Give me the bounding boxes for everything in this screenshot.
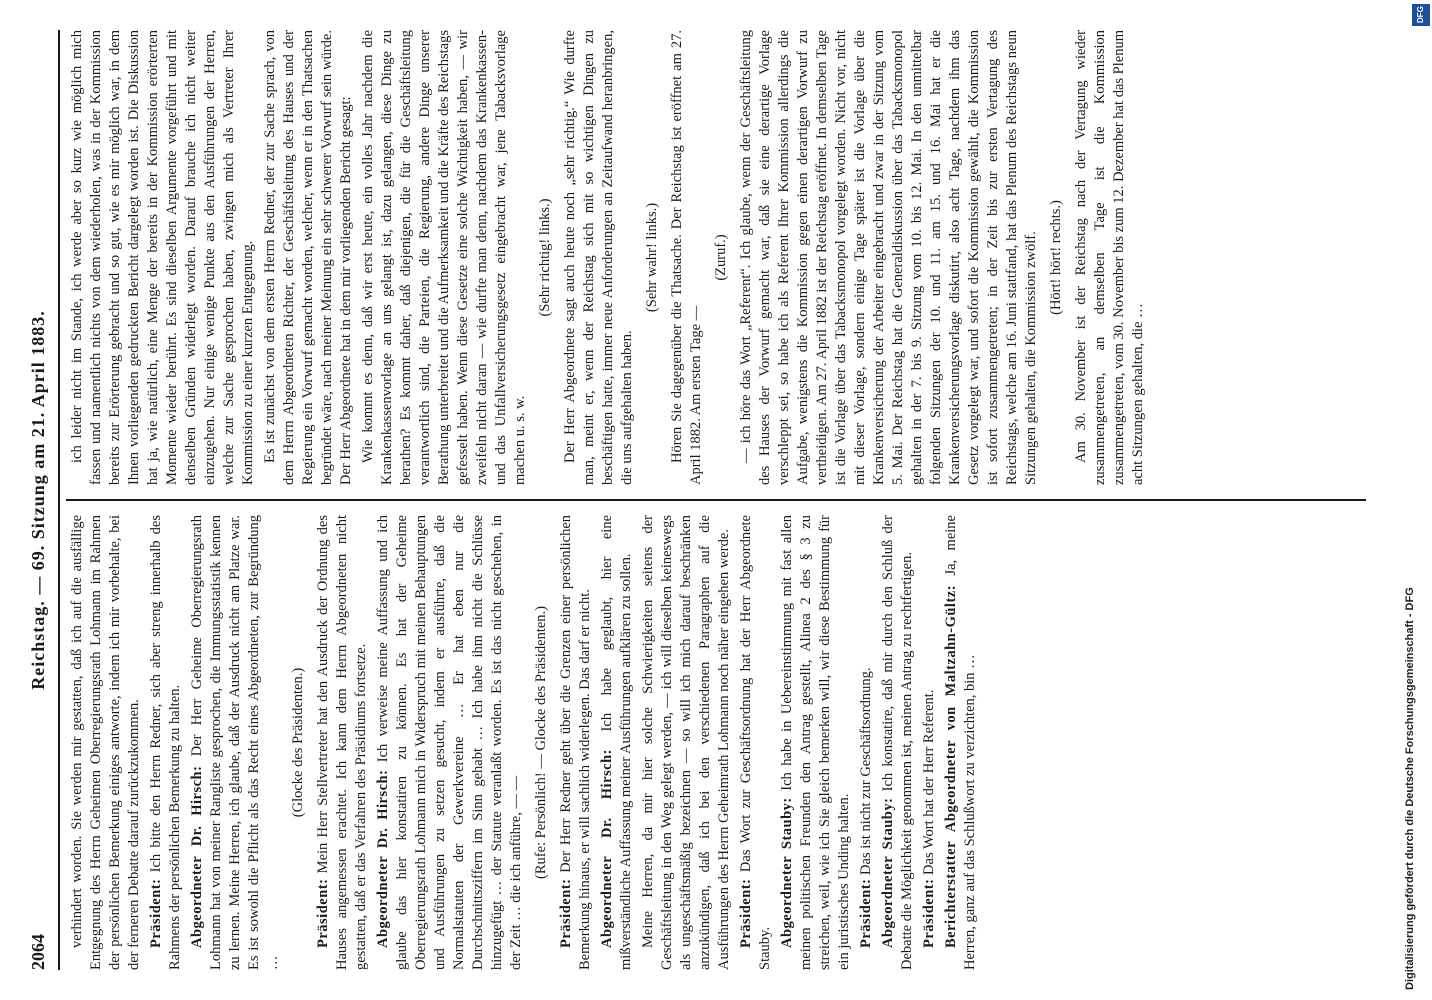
page-header: [28, 30, 56, 970]
body-paragraph: Meine Herren, da mir hier solche Schwierigkeiten seitens der Geschäftsleitung in den Weg gelegt werden, — ich will dieselben keineswegs als ungeschäftsmäßig bezeichnen — so will ich mich darauf beschränken anzukündigen, daß ich bei den verschiedenen Paragraphen auf die Ausführungen des Herrn Geheimrath Lohmann noch näher eingehen werde.: [640, 515, 732, 970]
body-paragraph: Am 30. November ist der Reichstag nach der Vertagung wieder zusammengetreten, an demselben Tage ist die Kommission zusammengetreten, vom 30. November bis zum 12. Dezember hat das Plenum acht Sitzungen gehalten, die …: [1073, 30, 1146, 485]
speech-paragraph: [314, 515, 371, 970]
column-divider: [66, 499, 1366, 501]
speech-paragraph: [737, 515, 775, 970]
speaker-name: Präsident:: [148, 878, 164, 948]
speech-paragraph: [147, 515, 185, 970]
stage-direction: (Rufe: Persönlich! — Glocke des Präsidenten.): [533, 606, 549, 880]
speech-paragraph: [857, 515, 876, 970]
speech-text: Ich habe geglaubt, hier eine mißverständliche Auffassung meiner Ausführungen aufklären zu sollen.: [599, 515, 634, 970]
speech-text: Ich verweise meine Auffassung und ich glaube das hier konstatiren zu können. Es hat der Geheime Oberregierungsrath Lohmann mich in Widerspruch mit meinen Behauptungen und Ausführungen zu setzen gesucht, indem er ausführte, daß die Normalstatuten der Gewerkvereine … Er hat eben nur die Durchschnittsziffern im Sinn gehabt … Ich habe ihm nicht die Schlüsse hinzugefügt … der Statute veranlaßt worden. Es ist das nicht geschehen, in der Zeit … die ich anführe, — —: [375, 515, 524, 970]
speaker-name: Abgeordneter Dr. Hirsch:: [599, 749, 615, 948]
speaker-name: Präsident:: [558, 878, 574, 948]
speech-paragraph: [942, 515, 980, 970]
body-paragraph: Der Herr Abgeordnete sagt auch heute noch „sehr richtig.“ Wie durfte man, meint er, wenn der Reichstag sich mit so wichtigen Dingen zu beschäftigen hatte, immer neue Anforderungen an Zeitaufwand heranbringen, die uns aufgehalten haben.: [562, 30, 635, 485]
speaker-name: Präsident:: [315, 878, 331, 948]
speech-text: Ja, meine Herren, ganz auf das Schlußwort zu verzichten, bin …: [943, 515, 978, 970]
body-paragraph: Es ist zunächst von dem ersten Herrn Redner, der zur Sache sprach, von dem Herrn Abgeordneten Richter, der Geschäftsleitung des Hauses und der Regierung ein Vorwurf gemacht worden, welcher, wenn er in den Thatsachen begründet wäre, nach meiner Meinung ein sehr schwerer Vorwurf sein würde. Der Herr Abgeordnete hat in dem mir vorliegenden Bericht gesagt:: [262, 30, 354, 485]
stage-direction: (Zuruf.): [713, 234, 729, 281]
speech-text: Ich habe in Uebereinstimmung mit fast allen meinen politischen Freunden den Antrag gestellt, Alinea 2 des § 3 zu streichen, weil, wie ich Sie gleich bemerken will, wir diese Bestimmung für ein juristisches Unding halten.: [779, 515, 852, 970]
speaker-name: Abgeordneter Dr. Hirsch:: [375, 769, 391, 948]
speech-paragraph: [188, 515, 283, 970]
page-number: 2064: [28, 934, 48, 970]
stage-direction: (Sehr richtig! links.): [537, 198, 553, 317]
speaker-name: Abgeordneter Dr. Hirsch:: [189, 765, 205, 948]
running-title: Reichstag. — 69. Sitzung am 21. April 1883.: [28, 310, 48, 690]
dfg-logo: DFG: [1412, 4, 1430, 26]
stage-direction: (Glocke des Präsidenten.): [290, 667, 306, 818]
body-paragraph: verhindert worden. Sie werden mir gestatten, daß ich auf die ausfällige Entgegnung des Herrn Geheimen Oberregierungsrath Lohmann im Rahmen der persönlichen Bemerkung einiges antworte, indem ich mir vorbehalte, bei der ferneren Debatte darauf zurückzukommen.: [69, 515, 142, 970]
speaker-name: Präsident:: [858, 878, 874, 948]
speech-text: Das Wort hat der Herr Referent.: [921, 689, 937, 875]
left-column: [68, 515, 1368, 970]
speech-paragraph: [778, 515, 854, 970]
speech-paragraph: [374, 515, 526, 970]
right-column: [68, 30, 1368, 485]
speech-text: Der Herr Redner geht über die Grenzen einer persönlichen Bemerkung hinaus, er will sachlich widerlegen. Das darf er nicht.: [558, 515, 593, 970]
header-rule: [58, 30, 60, 970]
digitization-credit: [1402, 560, 1428, 990]
speech-text: Das ist nicht zur Geschäftsordnung.: [858, 667, 874, 875]
speaker-name: Abgeordneter Stauby:: [880, 797, 896, 948]
speech-paragraph: [879, 515, 917, 970]
stage-direction: (Sehr wahr! links.): [644, 202, 660, 313]
body-paragraph: ich leider nicht im Stande, ich werde aber so kurz wie möglich mich fassen und namentlich nichts von dem wiederholen, was in der Kommission bereits zur Erörterung gebracht und so gut, wie es mir möglich war, in dem Ihnen vorliegenden gedruckten Bericht dargelegt worden ist. Die Diskussion hat ja, wie natürlich, eine Menge der bereits in der Kommission erörterten Momente wieder berührt. Es sind dieselben Argumente vorgeführt und mit denselben Gründen widerlegt worden. Darauf brauche ich nicht weiter einzugehen. Nur einige wenige Punkte aus den Ausführungen der Herren, welche zur Sache gesprochen haben, zwingen mich als Vertreter Ihrer Kommission zu einer kurzen Entgegnung.: [69, 30, 256, 485]
body-paragraph: — ich höre das Wort „Referent“. Ich glaube, wenn der Geschäftsleitung des Hauses der Vorwurf gemacht war, daß sie eine derartige Vorlage verschleppt sei, so habe ich als Referent Ihrer Kommission allerdings die Aufgabe, wenigstens die Kommission gegen einen derartigen Vorwurf zu vertheidigen. Am 27. April 1882 ist der Reichstag eröffnet. In demselben Tage ist die Vorlage über das Tabacksmonopol vorgelegt worden. Nicht vor, nicht mit dieser Vorlage, sondern einige Tage später ist die Vorlage über die Krankenversicherung der Arbeiter eingebracht und zwar in der Sitzung vom 5. Mai. Der Reichstag hat die Generaldiskussion über das Tabacksmonopol gehalten in der 7. bis 9. Sitzung vom 10. bis 12. Mai. In den unmittelbar folgenden Sitzungen der 10. und 11. am 15. und 16. Mai hat er die Krankenversicherungsvorlage diskutirt, also acht Tage, nachdem ihm das Gesetz vorgelegt war, und sofort die Kommission gewählt, die Kommission ist sofort zusammengetreten; in der Zeit bis zur ersten Vertagung des Reichstags, welche am 16. Juni stattfand, hat das Plenum des Reichstags neun Sitzungen gehalten, die Kommission zwölf.: [738, 30, 1039, 485]
speech-paragraph: [920, 515, 939, 970]
credit-text: Digitalisierung gefördert durch die Deutsche Forschungsgemeinschaft - DFG: [1404, 587, 1416, 990]
speech-paragraph: [557, 515, 595, 970]
quoted-paragraph: Wie kommt es denn, daß wir erst heute, ein volles Jahr nachdem die Krankenkassenvorlage an uns gelangt ist, dazu gelangen, diese Dinge zu berathen? Es kommt daher, daß diejenigen, die für die Geschäftsleitung verantwortlich sind, die Parteien, die Regierung, andere Dinge unserer Berathung unterbreitet und die Aufmerksamkeit und die Kräfte des Reichstags gefesselt haben. Wenn diese Gesetze eine solche Wichtigkeit haben, — wir zweifeln nicht daran — wie durfte man denn, nachdem das Krankenkassen- und das Unfallversicherungsgesetz eingebracht war, jene Tabacksvorlage machen u. s. w.: [360, 30, 528, 485]
speech-paragraph: [598, 515, 636, 970]
speech-text: Ich bitte den Herrn Redner, sich aber streng innerhalb des Rahmens der persönlichen Bemerkung zu halten.: [148, 515, 183, 970]
speech-text: Der Herr Geheime Oberregierungsrath Lohmann hat von meiner Rangliste gesprochen, die Immungsstatistik kennen zu lernen. Meine Herren, ich glaube, daß der Ausdruck nicht am Platze war. Es ist sowohl die Pflicht als das Recht eines Abgeordneten, zur Begründung …: [189, 515, 281, 970]
speaker-name: Präsident:: [921, 878, 937, 948]
speaker-name: Präsident:: [738, 878, 754, 948]
speaker-name: Berichterstatter Abgeordneter von Maltzahn-Gültz:: [943, 584, 959, 948]
speaker-name: Abgeordneter Stauby:: [779, 797, 795, 948]
speech-text: Mein Herr Stellvertreter hat den Ausdruck der Ordnung des Hauses angemessen erachtet. Ich kann dem Herrn Abgeordneten nicht gestatten, daß er das Verfahren des Präsidiums fortsetze.: [315, 515, 369, 970]
stage-direction: (Hört! hört! rechts.): [1048, 200, 1064, 315]
speech-text: Das Wort zur Geschäftsordnung hat der Herr Abgeordnete Stauby.: [738, 515, 773, 970]
speech-text: Ich konstatire, daß mir durch den Schluß der Debatte die Möglichkeit genommen ist, meinen Antrag zu rechtfertigen.: [880, 515, 915, 970]
body-paragraph: Hören Sie dagegenüber die Thatsache. Der Reichstag ist eröffnet am 27. April 1882. Am ersten Tage —: [669, 30, 704, 485]
